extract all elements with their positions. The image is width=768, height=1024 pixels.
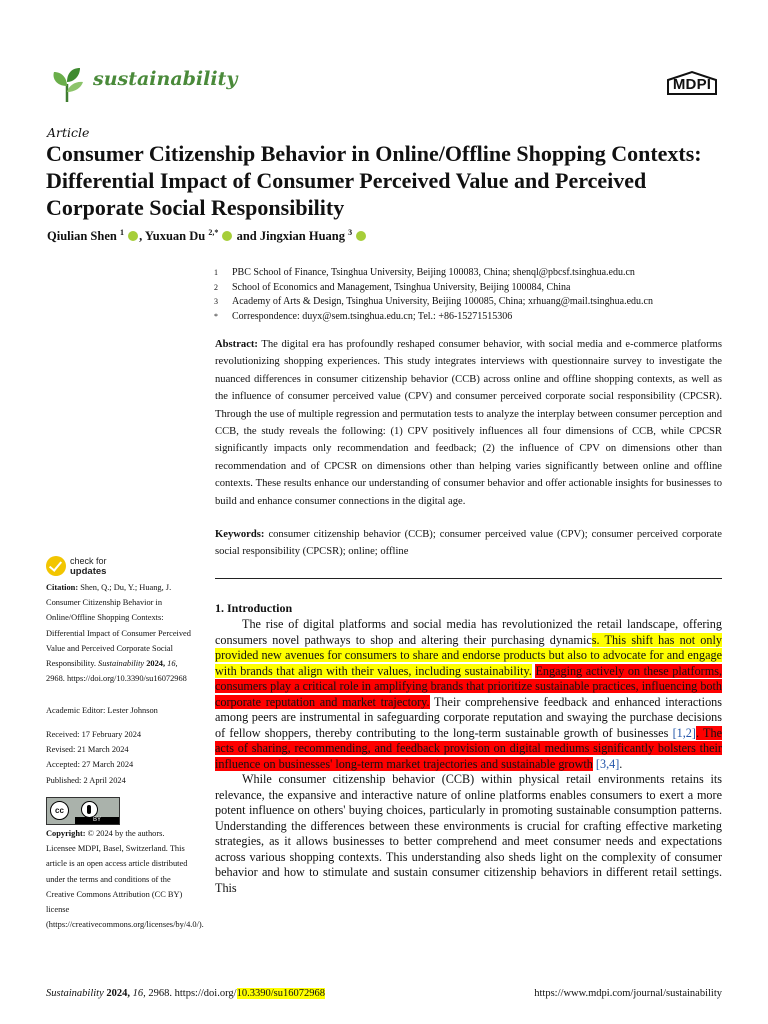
copyright-notice: Copyright: © 2024 by the authors. Licensee MDPI, Basel, Switzerland. This article is an open access article distributed under the terms and conditions of the Creative Commons Attribution (CC BY) license (https://creativecommons.org/licenses/by/4.0/). xyxy=(46,829,204,930)
author-affiliation-sup: 1 xyxy=(119,228,124,237)
author-name[interactable]: Jingxian Huang xyxy=(259,229,345,244)
highlight-yellow: s. This shift has not only provided new avenues for consumers to share and endorse products but also to advocate for and engage with brands that align with their values, including sustainability. xyxy=(215,632,722,678)
doi-highlight[interactable]: 10.3390/su16072968 xyxy=(236,988,325,999)
paragraph: The rise of digital platforms and social media has revolutionized the retail landscape, offering consumers novel pathways to shop and altering their purchasing dynamics. This shift has not only provided new avenues for consumers to share and endorse products but also to advocate for and engage with brands that align with their values, including sustainability. Engaging actively on these platforms, consumers play a critical role in amplifying brands that prioritize sustainable practices, influencing both corporate reputation and market trajectory. Their comprehensive feedback and enhanced interactions among peers are instrumental in safeguarding corporate reputation and swaying the purchase decisions of fellow shoppers, thereby contributing to the long-term sustainable growth of businesses [1,2]. The acts of sharing, recommending, and feedback provision on digital mediums significantly bolsters their influence on businesses' long-term market trajectories and sustainable growth [3,4]. xyxy=(215,617,722,771)
citation-block: Citation: Shen, Q.; Du, Y.; Huang, J. Consumer Citizenship Behavior in Online/Offline Shopping Contexts: Differential Impact of Consumer Perceived Value and Perceived Corporate Social Responsibility. Sustainability 2024, 16, 2968. https://doi.org/10.3390/su16072968 xyxy=(46,583,191,684)
cc-by-license-icon[interactable] xyxy=(46,797,120,825)
citation-link[interactable]: [1,2] xyxy=(672,725,696,740)
journal-logo-icon xyxy=(46,62,88,104)
citation-link[interactable]: [3,4] xyxy=(595,756,620,771)
check-for-updates-button[interactable]: check for updates xyxy=(46,556,138,578)
abstract-label: Abstract: xyxy=(215,339,258,350)
author-list: Qiulian Shen $^1$ , Yuxuan Du $^{2,*}$ and Jingxian Huang $^3$ xyxy=(47,228,367,244)
mdpi-logo-text: MDPI xyxy=(672,76,712,93)
orcid-icon[interactable] xyxy=(128,231,138,241)
author-name[interactable]: Yuxuan Du xyxy=(144,229,206,244)
cc-by-label: BY xyxy=(75,817,119,824)
affiliation-item: 3 Academy of Arts & Design, Tsinghua University, Beijing 100085, China; xrhuang@mail.tsinghua.edu.cn xyxy=(214,296,653,307)
keywords-text: consumer citizenship behavior (CCB); consumer perceived value (CPV); consumer perceived corporate social responsibility (CPCSR); online; offline xyxy=(215,529,722,558)
attribution-icon xyxy=(81,801,98,818)
orcid-icon[interactable] xyxy=(356,231,366,241)
footer-citation: Sustainability 2024, 16, 2968. https://doi.org/10.3390/su16072968 xyxy=(46,988,325,999)
author-name[interactable]: Qiulian Shen xyxy=(47,229,117,244)
affiliation-item: 1 PBC School of Finance, Tsinghua University, Beijing 100083, China; shenql@pbcsf.tsinghua.edu.cn xyxy=(214,267,635,278)
affiliations xyxy=(214,266,734,324)
paragraph: While consumer citizenship behavior (CCB) within physical retail environments retains its relevance, the expansive and interactive nature of online platforms enables consumers to exert a more potent influence on others' buying choices, particularly in promoting sustainable consumption patterns. Understanding the differences between these environments is crucial for crafting effective marketing strategies, as it allows businesses to better comprehend and meet consumer needs and expectations across various shopping contexts. This understanding also sheds light on the complexity of consumer behavior and how to stimulate and sustain consumer citizenship behaviors in different retail settings. This xyxy=(215,772,722,895)
correspondence: * Correspondence: duyx@sem.tsinghua.edu.cn; Tel.: +86-15271515306 xyxy=(214,310,513,322)
highlight-red: Engaging actively on these platforms, consumers play a critical role in amplifying brands that prioritize sustainable practices, influencing both corporate reputation and market trajectory. xyxy=(215,663,722,709)
abstract xyxy=(215,336,722,510)
abstract-text: The digital era has profoundly reshaped consumer behavior, with social media and e-commerce platforms revolutionizing shopping experiences. This study integrates interviews with questionnaire survey to investigate the nuanced differences in consumer citizenship behavior (CCB) across online and offline shopping contexts, as well as the influence of consumer perceived value (CPV) and consumer perceived corporate social responsibility (CPCSR). Through the use of multiple regression and permutation tests to analyze the interplay between consumer perception and CCB, the study reveals the following: (1) CPV positively influences all four dimensions of CCB, while CPCSR significantly impacts only recommendation and feedback; (2) the influence of CPV on dimensions other than recommendation and of CPCSR on dimensions other than helping varies significantly between online and offline contexts. These results enhance our understanding of consumer behavior and offer actionable insights for businesses to build and enhance consumer connections in the digital age. xyxy=(215,339,722,507)
introduction-body xyxy=(215,617,722,896)
keywords xyxy=(215,526,722,561)
keywords-label: Keywords: xyxy=(215,529,265,540)
check-icon xyxy=(46,556,66,576)
mdpi-logo[interactable] xyxy=(664,70,720,98)
section-heading: 1. Introduction xyxy=(215,601,293,615)
academic-editor: Academic Editor: Lester Johnson xyxy=(46,706,158,715)
publication-dates: Received: 17 February 2024 Revised: 21 March 2024 Accepted: 27 March 2024 Published: 2 April 2024 xyxy=(46,730,142,785)
affiliation-item: 2 School of Economics and Management, Tsinghua University, Beijing 100084, China xyxy=(214,281,571,293)
citation-doi-link[interactable]: 2968. https://doi.org/10.3390/su16072968 xyxy=(46,674,187,684)
highlight-red: . The acts of sharing, recommending, and feedback provision on digital mediums significantly bolsters their influence on businesses' long-term market trajectories and sustainable growth xyxy=(215,725,722,771)
journal-name[interactable]: sustainability xyxy=(93,68,238,90)
author-affiliation-sup: 2,* xyxy=(208,228,219,237)
cc-icon: cc xyxy=(50,801,69,820)
author-affiliation-sup: 3 xyxy=(348,228,353,237)
authors-and: and xyxy=(236,229,257,244)
section-divider xyxy=(215,578,722,579)
article-type-label: Article xyxy=(47,125,90,140)
article-title: Consumer Citizenship Behavior in Online/Offline Shopping Contexts: Differential Impact of Consumer Perceived Value and Perceived Corporate Social Responsibility xyxy=(46,141,702,220)
journal-url-link[interactable]: https://www.mdpi.com/journal/sustainability xyxy=(534,988,722,999)
orcid-icon[interactable] xyxy=(222,231,232,241)
